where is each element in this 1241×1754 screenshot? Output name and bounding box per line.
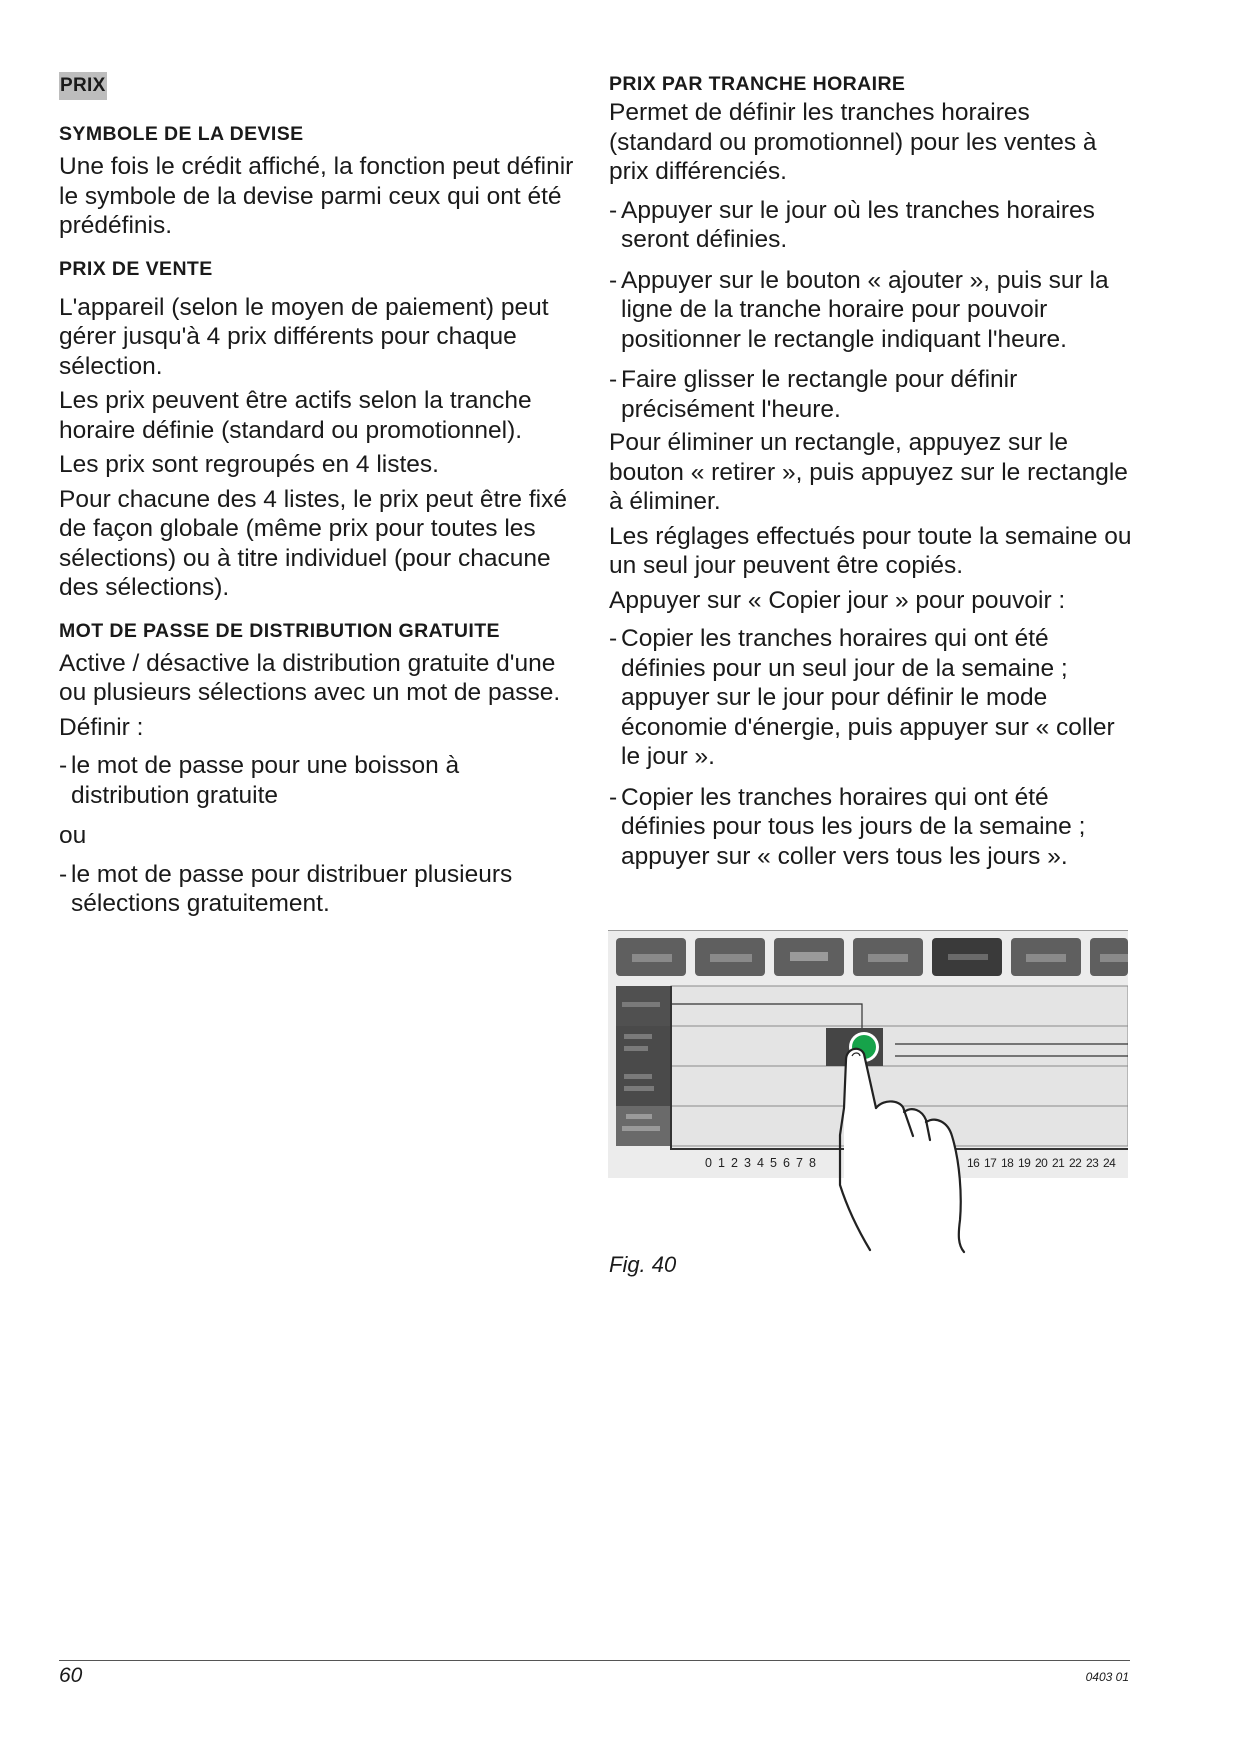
hour-label: 5 bbox=[770, 1156, 777, 1170]
hour-label: 21 bbox=[1052, 1156, 1065, 1170]
hour-label: 22 bbox=[1069, 1156, 1082, 1170]
free-vend-or: ou bbox=[59, 822, 87, 849]
document-code: 0403 01 bbox=[1085, 1670, 1129, 1684]
hour-label: 0 bbox=[705, 1156, 712, 1170]
hour-label: 18 bbox=[1001, 1156, 1014, 1170]
free-vend-heading: MOT DE PASSE DE DISTRIBUTION GRATUITE bbox=[59, 619, 500, 642]
hour-label: 4 bbox=[757, 1156, 764, 1170]
remove-paragraph: Pour éliminer un rectangle, appuyez sur le bouton « retirer », puis appuyez sur le rectangle à éliminer. bbox=[609, 429, 1128, 515]
copy-action: Appuyer sur « Copier jour » pour pouvoir : bbox=[609, 586, 1066, 614]
page-number: 60 bbox=[59, 1664, 83, 1687]
time-band-screen-illustration bbox=[608, 930, 1128, 1255]
list-item: - Appuyer sur le jour où les tranches horaires seront définies. bbox=[609, 196, 1095, 253]
hour-label: 3 bbox=[744, 1156, 751, 1170]
hour-label: 16 bbox=[967, 1156, 980, 1170]
sale-paragraph-1: L'appareil (selon le moyen de paiement) peut gérer jusqu'à 4 prix différents pour chaque sélection. bbox=[59, 293, 549, 380]
sale-paragraph-3: Les prix sont regroupés en 4 listes. bbox=[59, 451, 439, 478]
footer-rule bbox=[59, 1660, 1130, 1661]
left-column bbox=[59, 70, 579, 930]
currency-heading: SYMBOLE DE LA DEVISE bbox=[59, 123, 304, 145]
hour-label: 24 bbox=[1103, 1156, 1116, 1170]
list-item: - le mot de passe pour une boisson à distribution gratuite bbox=[59, 752, 460, 809]
free-vend-define: Définir : bbox=[59, 713, 144, 741]
list-item: - Copier les tranches horaires qui ont été définies pour tous les jours de la semaine ; appuyer sur « coller vers tous les jours ». bbox=[609, 783, 1086, 870]
time-band-heading: PRIX PAR TRANCHE HORAIRE bbox=[609, 73, 906, 95]
hour-label: 19 bbox=[1018, 1156, 1031, 1170]
hour-label: 1 bbox=[718, 1156, 725, 1170]
chapter-title: PRIX bbox=[59, 72, 107, 100]
figure-caption: Fig. 40 bbox=[609, 1252, 677, 1277]
hour-label: 2 bbox=[731, 1156, 738, 1170]
time-band-intro: Permet de définir les tranches horaires (standard ou promotionnel) pour les ventes à prix différenciés. bbox=[609, 99, 1097, 185]
copy-paragraph: Les réglages effectués pour toute la semaine ou un seul jour peuvent être copiés. bbox=[609, 522, 1132, 579]
list-item: - Copier les tranches horaires qui ont été définies pour un seul jour de la semaine ; appuyer sur le jour pour définir le mode économie d'énergie, puis appuyer sur « coller le jour ». bbox=[609, 625, 1115, 770]
hour-labels bbox=[705, 1156, 816, 1170]
figure-40 bbox=[608, 930, 1128, 1255]
sale-paragraph-4: Pour chacune des 4 listes, le prix peut être fixé de façon globale (même prix pour toutes les sélections) ou à titre individuel (pour chacune des sélections). bbox=[59, 485, 567, 601]
list-item: - le mot de passe pour distribuer plusieurs sélections gratuitement. bbox=[59, 860, 513, 917]
hour-label: 20 bbox=[1035, 1156, 1048, 1170]
sale-price-heading: PRIX DE VENTE bbox=[59, 257, 213, 280]
currency-paragraph: Une fois le crédit affiché, la fonction peut définir le symbole de la devise parmi ceux qui ont été prédéfinis. bbox=[59, 153, 574, 239]
hour-label: 23 bbox=[1086, 1156, 1099, 1170]
hour-label: 8 bbox=[809, 1156, 816, 1170]
hour-labels bbox=[967, 1156, 1116, 1170]
sale-paragraph-2: Les prix peuvent être actifs selon la tranche horaire définie (standard ou promotionnel). bbox=[59, 387, 532, 444]
right-column bbox=[609, 72, 1134, 882]
hour-label: 6 bbox=[783, 1156, 790, 1170]
list-item: - Appuyer sur le bouton « ajouter », puis sur la ligne de la tranche horaire pour pouvoir positionner le rectangle indiquant l'heure. bbox=[609, 266, 1109, 353]
hour-label: 7 bbox=[796, 1156, 803, 1170]
band-row-labels bbox=[616, 986, 671, 1146]
list-item: - Faire glisser le rectangle pour définir précisément l'heure. bbox=[609, 366, 1018, 423]
hour-label: 17 bbox=[984, 1156, 997, 1170]
free-vend-paragraph: Active / désactive la distribution gratuite d'une ou plusieurs sélections avec un mot de passe. bbox=[59, 649, 561, 706]
